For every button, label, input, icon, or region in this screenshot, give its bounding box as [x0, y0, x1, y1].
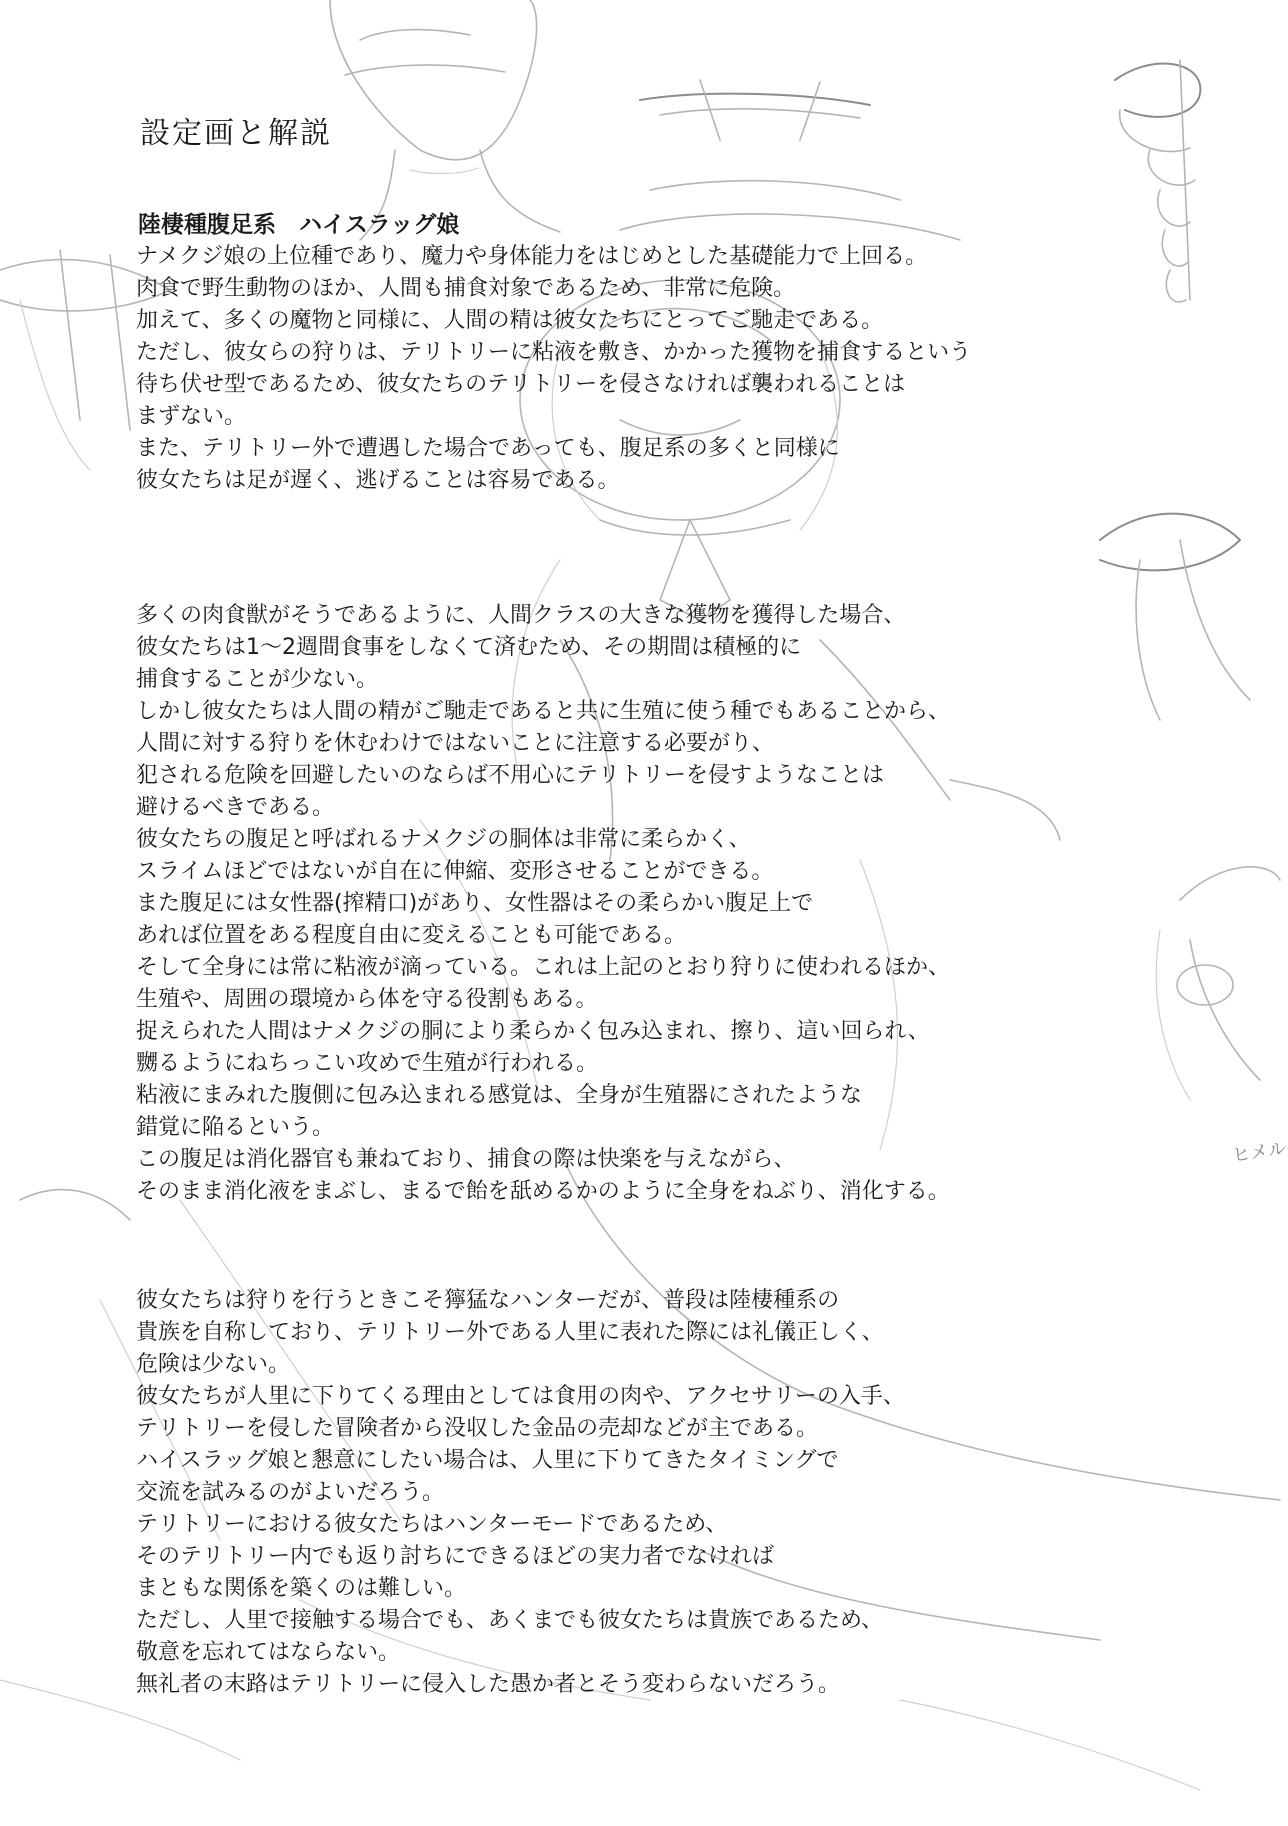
species-heading: 陸棲種腹足系 ハイスラッグ娘: [138, 212, 460, 238]
description-paragraph-society: [136, 1285, 905, 1701]
description-paragraph-ecology: [136, 600, 950, 1208]
text-line: 生殖や、周囲の環境から体を守る役割もある。: [136, 987, 598, 1012]
text-line: 錯覚に陥るという。: [136, 1115, 335, 1140]
description-paragraph-overview: [136, 241, 971, 497]
text-line: テリトリーにおける彼女たちはハンターモードであるため、: [136, 1512, 728, 1537]
text-line: 人間に対する狩りを休むわけではないことに注意する必要がり、: [136, 731, 775, 756]
text-line: スライムほどではないが自在に伸縮、変形させることができる。: [136, 859, 774, 884]
text-line: 粘液にまみれた腹側に包み込まれる感覚は、全身が生殖器にされたような: [136, 1083, 863, 1108]
text-line: また腹足には女性器(搾精口)があり、女性器はその柔らかい腹足上で: [136, 891, 814, 916]
text-line: ナメクジ娘の上位種であり、魔力や身体能力をはじめとした基礎能力で上回る。: [136, 244, 928, 269]
text-line: 彼女たちは狩りを行うときこそ獰猛なハンターだが、普段は陸棲種系の: [136, 1288, 840, 1313]
text-line: まともな関係を築くのは難しい。: [136, 1576, 467, 1601]
text-line: 犯される危険を回避したいのならば不用心にテリトリーを侵すようなことは: [136, 763, 885, 788]
text-line: この腹足は消化器官も兼ねており、捕食の際は快楽を与えながら、: [136, 1147, 796, 1172]
text-line: 多くの肉食獣がそうであるように、人間クラスの大きな獲物を獲得した場合、: [136, 603, 906, 628]
text-line: しかし彼女たちは人間の精がご馳走であると共に生殖に使う種でもあることから、: [136, 699, 951, 724]
text-line: 彼女たちが人里に下りてくる理由としては食用の肉や、アクセサリーの入手、: [136, 1384, 905, 1409]
text-line: ただし、彼女らの狩りは、テリトリーに粘液を敷き、かかった獲物を捕食するという: [136, 340, 972, 365]
text-line: 彼女たちの腹足と呼ばれるナメクジの胴体は非常に柔らかく、: [136, 827, 751, 852]
text-line: 無礼者の末路はテリトリーに侵入した愚か者とそう変わらないだろう。: [136, 1672, 841, 1697]
text-line: ハイスラッグ娘と懇意にしたい場合は、人里に下りてきたタイミングで: [136, 1448, 839, 1473]
text-line: 彼女たちは1～2週間食事をしなくて済むため、その期間は積極的に: [136, 635, 802, 660]
text-line: 交流を試みるのがよいだろう。: [136, 1480, 445, 1505]
text-line: 避けるべきである。: [136, 795, 335, 820]
text-line: そして全身には常に粘液が滴っている。これは上記のとおり狩りに使われるほか、: [136, 955, 951, 980]
text-line: そのまま消化液をまぶし、まるで飴を舐めるかのように全身をねぶり、消化する。: [136, 1179, 950, 1204]
text-line: 待ち伏せ型であるため、彼女たちのテリトリーを侵さなければ襲われることは: [136, 372, 906, 397]
text-line: 彼女たちは足が遅く、逃げることは容易である。: [136, 468, 620, 493]
text-line: 敬意を忘れてはならない。: [136, 1640, 401, 1665]
page-title: 設定画と解説: [140, 116, 332, 151]
text-line: 嬲るようにねちっこい攻めで生殖が行われる。: [136, 1051, 599, 1076]
text-line: 加えて、多くの魔物と同様に、人間の精は彼女たちにとってご馳走である。: [136, 308, 884, 333]
sketch-annotation: ヒメル: [1231, 1138, 1288, 1167]
text-line: 捉えられた人間はナメクジの胴により柔らかく包み込まれ、擦り、這い回られ、: [136, 1019, 930, 1044]
text-line: 捕食することが少ない。: [136, 667, 379, 692]
text-line: テリトリーを侵した冒険者から没収した金品の売却などが主である。: [136, 1416, 819, 1441]
text-line: そのテリトリー内でも返り討ちにできるほどの実力者でなければ: [136, 1544, 775, 1569]
text-line: また、テリトリー外で遭遇した場合であっても、腹足系の多くと同様に: [136, 436, 840, 461]
text-line: まずない。: [136, 404, 247, 429]
text-line: 危険は少ない。: [136, 1352, 291, 1377]
text-line: 貴族を自称しており、テリトリー外である人里に表れた際には礼儀正しく、: [136, 1320, 884, 1345]
text-line: ただし、人里で接触する場合でも、あくまでも彼女たちは貴族であるため、: [136, 1608, 884, 1633]
text-line: 肉食で野生動物のほか、人間も捕食対象であるため、非常に危険。: [136, 276, 796, 301]
text-line: あれば位置をある程度自由に変えることも可能である。: [136, 923, 687, 948]
